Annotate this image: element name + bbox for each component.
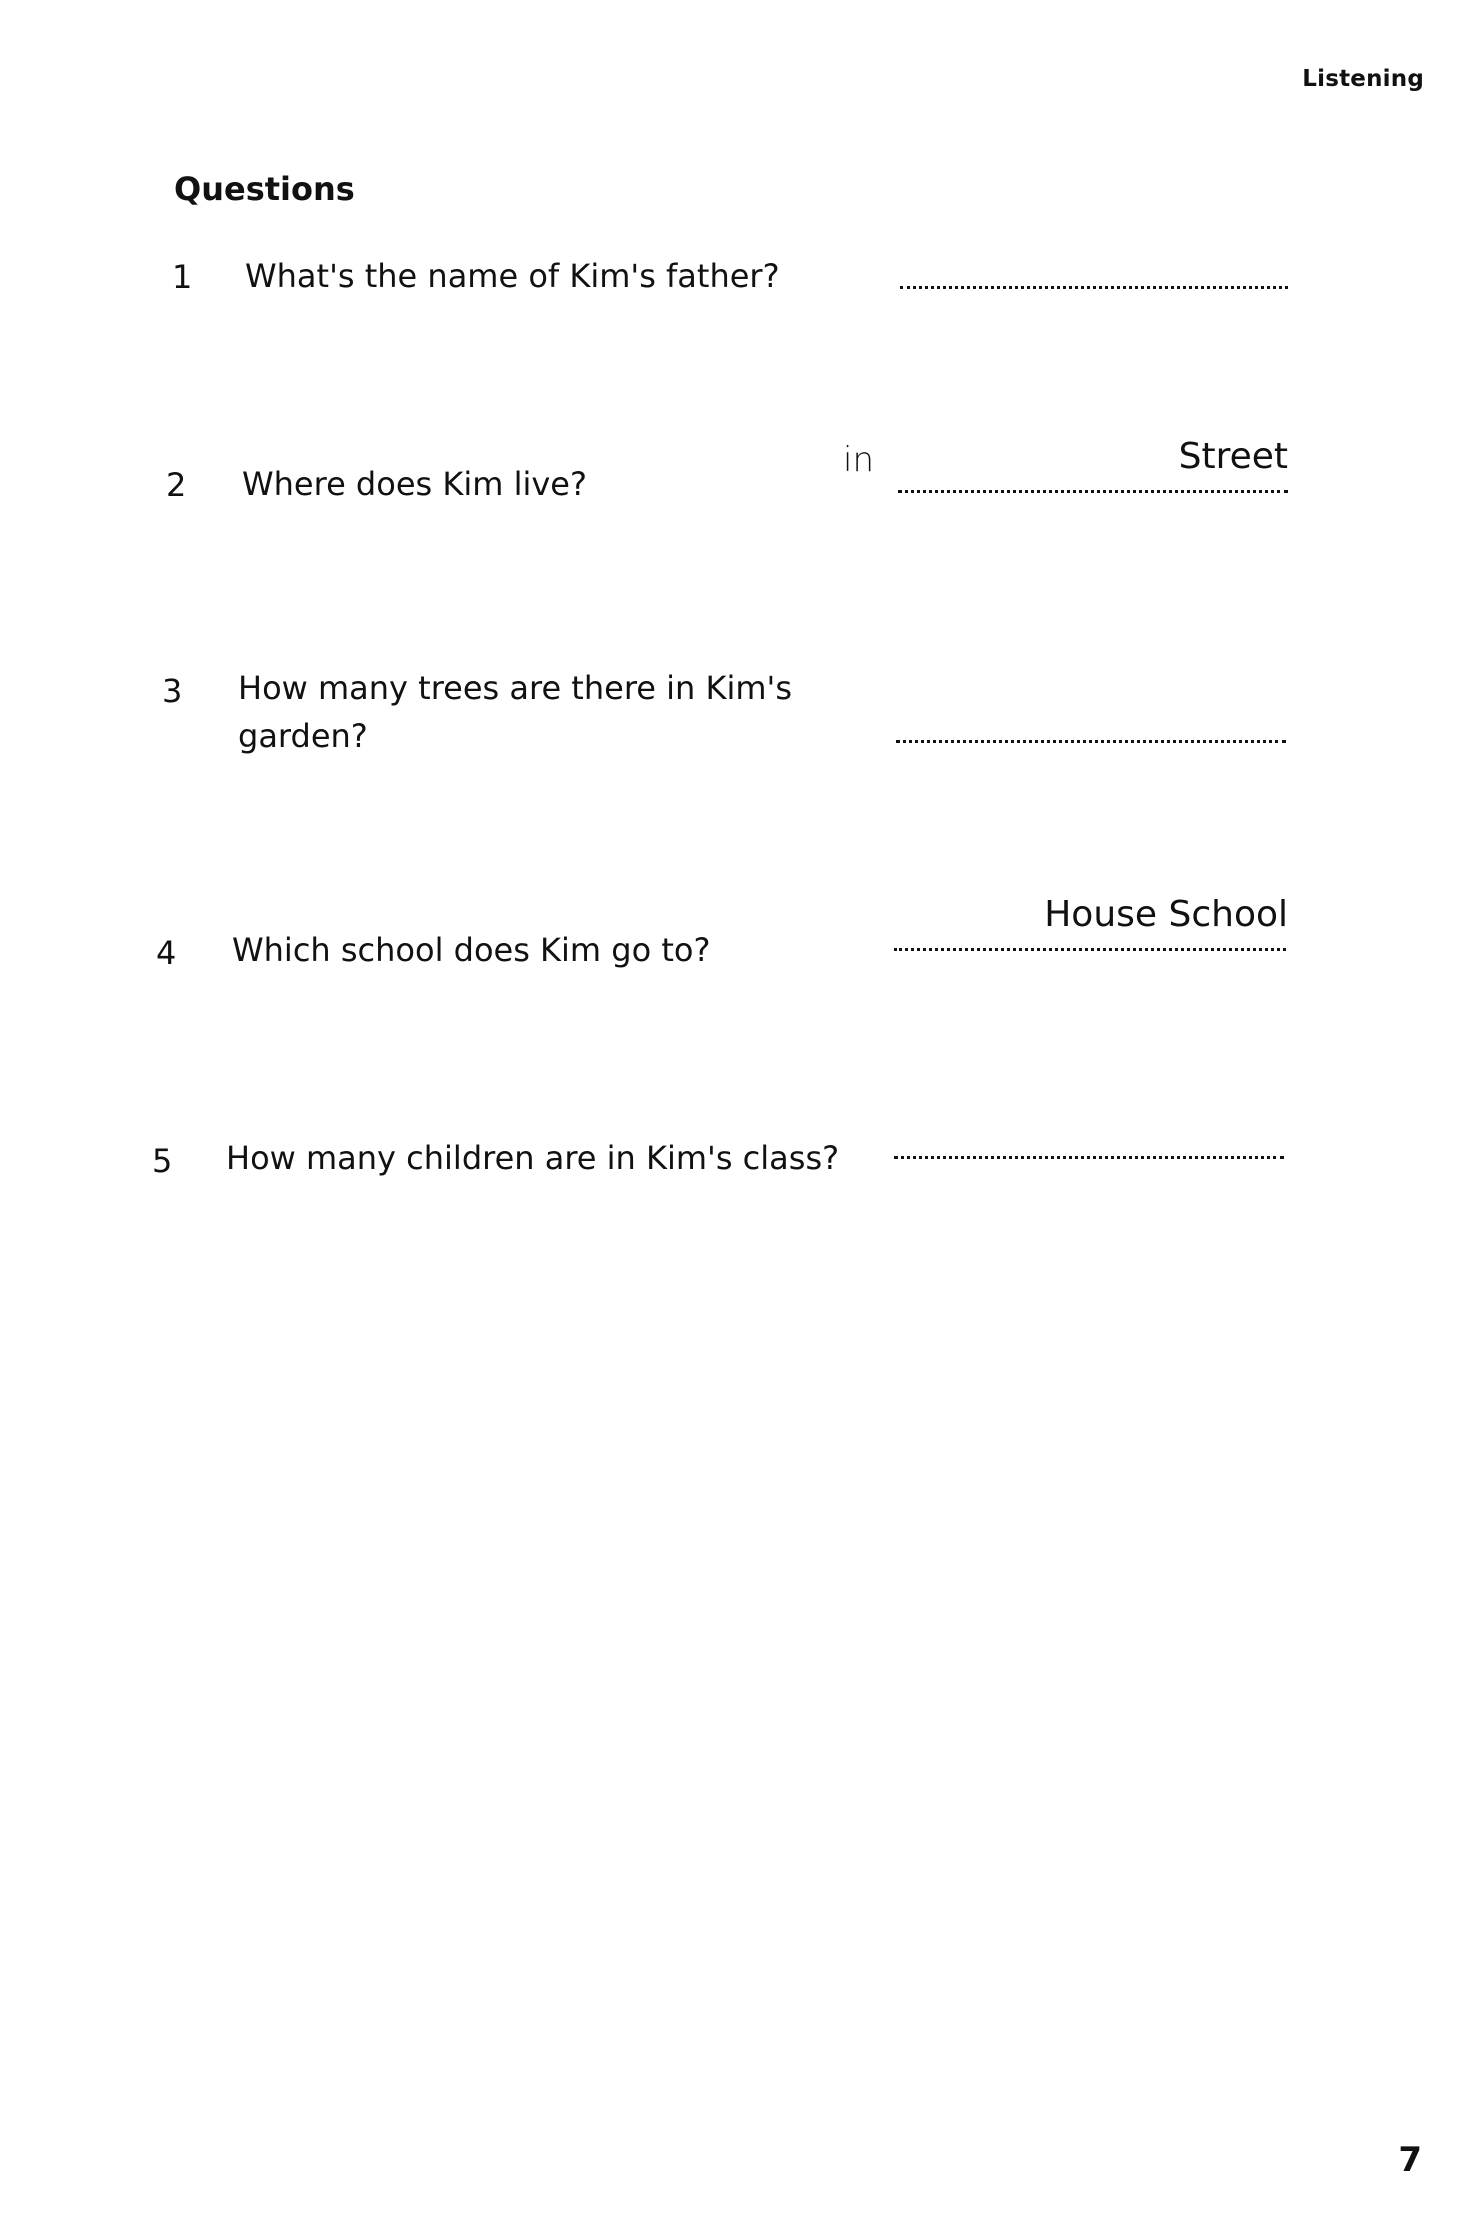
answer-line[interactable] (894, 948, 1286, 951)
question-number: 1 (172, 258, 193, 296)
question-number: 2 (166, 466, 187, 504)
questions-heading: Questions (174, 170, 355, 208)
question-number: 3 (162, 672, 183, 710)
section-label: Listening (1302, 66, 1424, 92)
answer-suffix: House School (1044, 894, 1288, 935)
question-number: 4 (156, 934, 177, 972)
answer-line[interactable] (900, 286, 1288, 289)
answer-prefix: in (843, 440, 874, 480)
question-text: How many trees are there in Kim's garden? (238, 669, 792, 755)
answer-suffix: Street (1178, 436, 1288, 477)
page-number: 7 (1398, 2140, 1422, 2180)
question-text: Where does Kim live? (242, 465, 587, 503)
question-text: What's the name of Kim's father? (245, 257, 780, 295)
question-text: How many children are in Kim's class? (226, 1139, 840, 1177)
answer-line[interactable] (896, 740, 1286, 743)
answer-line[interactable] (894, 1156, 1284, 1159)
question-text: Which school does Kim go to? (232, 931, 711, 969)
question-number: 5 (152, 1142, 173, 1180)
answer-line[interactable] (898, 490, 1288, 493)
